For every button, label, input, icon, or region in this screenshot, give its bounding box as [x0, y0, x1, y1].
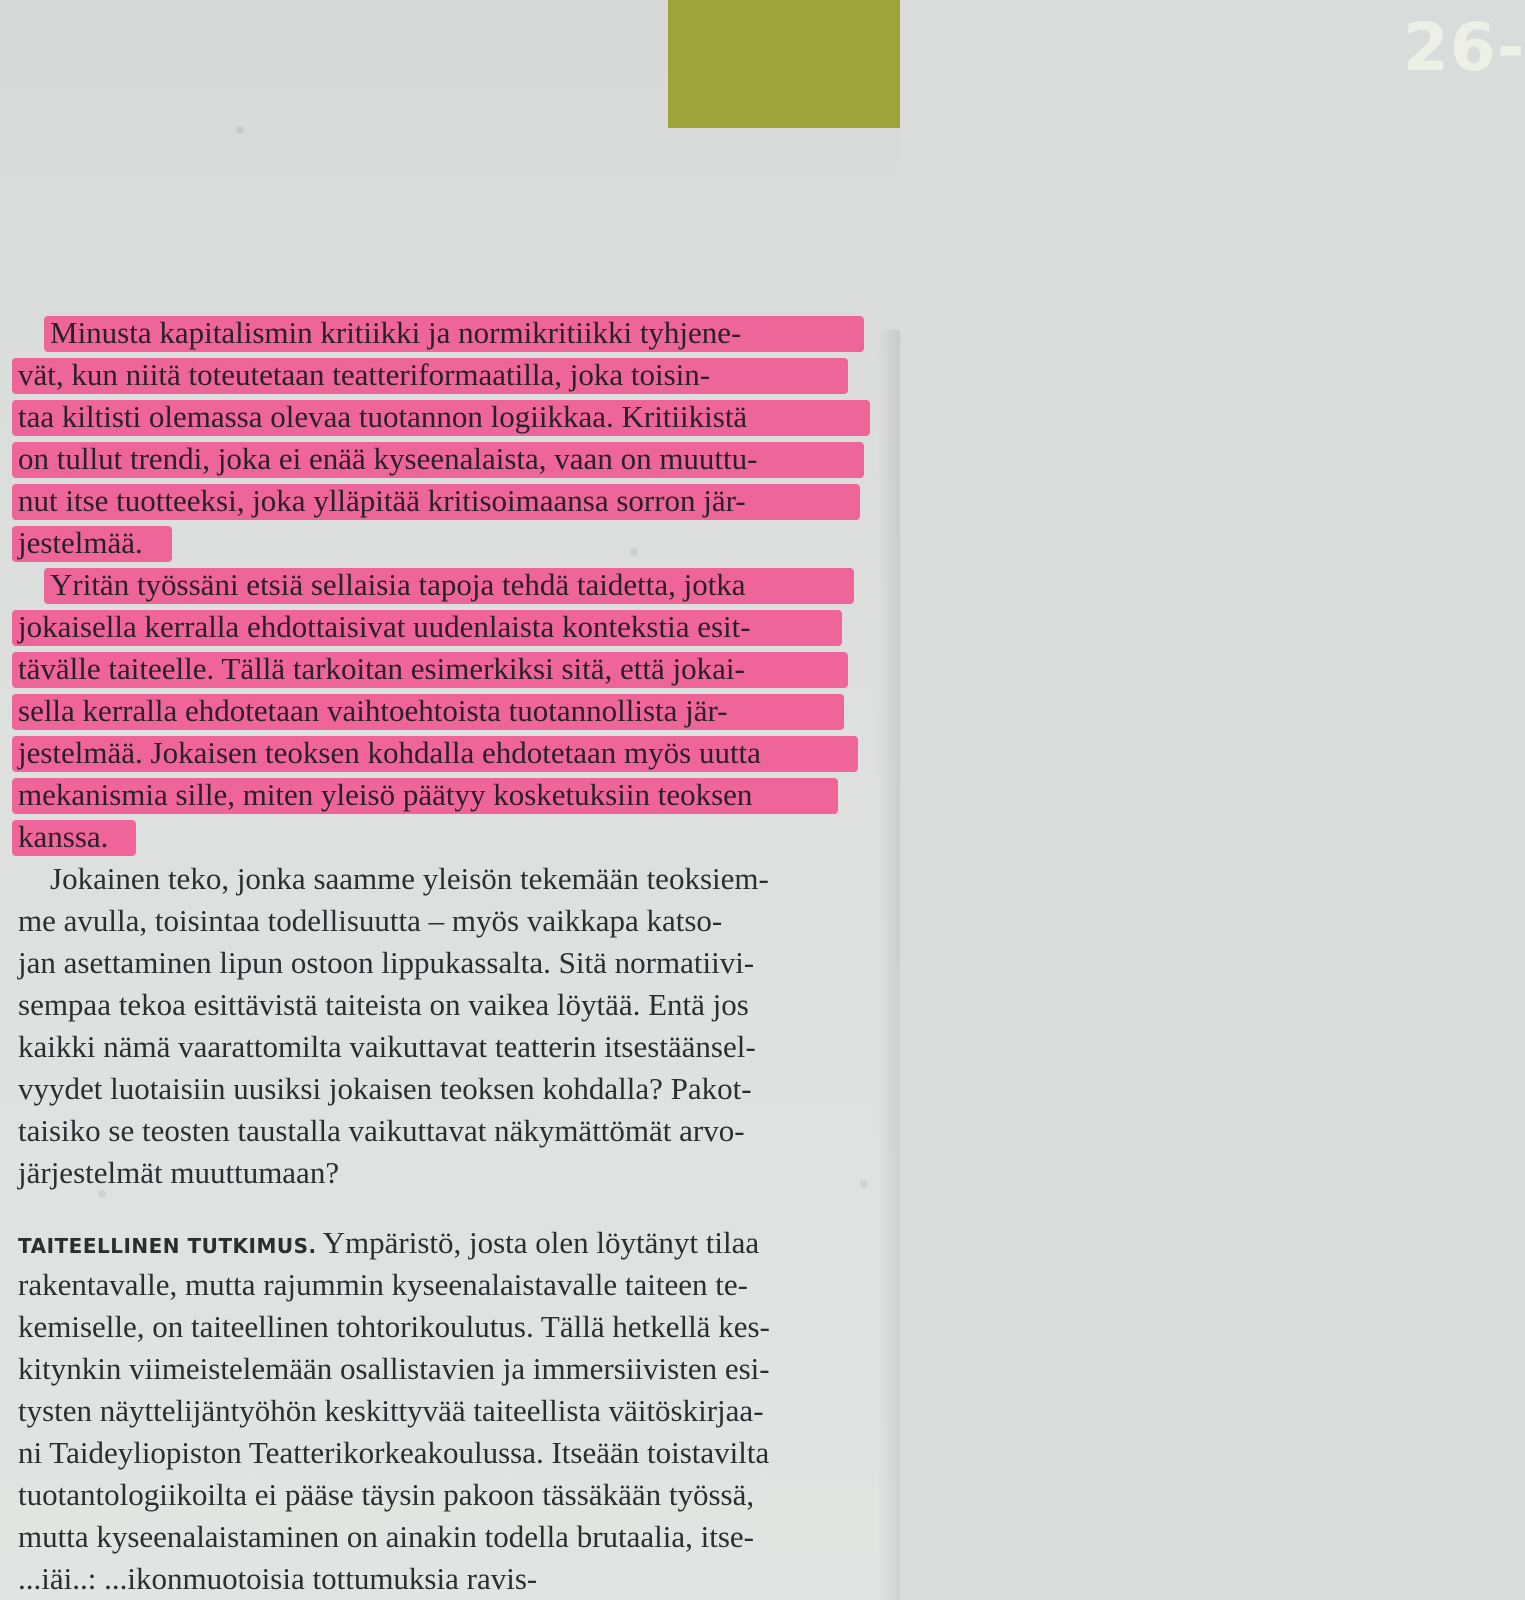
page-number-tab	[668, 0, 1525, 128]
line-text: Minusta kapitalismin kritiikki ja normikritiikki tyhjene-	[50, 315, 742, 350]
text-line	[18, 312, 868, 354]
line-text: tävälle taiteelle. Tällä tarkoitan esimerkiksi sitä, että jokai-	[18, 651, 745, 686]
text-line	[18, 438, 868, 480]
paragraph-1	[18, 312, 868, 564]
text-line	[18, 354, 868, 396]
text-line: kitynkin viimeistelemään osallistavien ja immersiivisten esi-	[18, 1351, 770, 1386]
text-line: sempaa tekoa esittävistä taiteista on vaikea löytää. Entä jos	[18, 987, 749, 1022]
text-line: järjestelmät muuttumaan?	[18, 1155, 340, 1190]
text-line	[18, 732, 868, 774]
text-line: me avulla, toisintaa todellisuutta – myös vaikkapa katso-	[18, 903, 723, 938]
line-text: nut itse tuotteeksi, joka ylläpitää kritisoimaansa sorron jär-	[18, 483, 746, 518]
text-line: ni Taideyliopiston Teatterikorkeakoulussa. Itseään toistavilta	[18, 1435, 770, 1470]
line-text: vät, kun niitä toteutetaan teatteriformaatilla, joka toisin-	[18, 357, 711, 392]
text-line: tysten näyttelijäntyöhön keskittyvää taiteellista väitöskirjaa-	[18, 1393, 764, 1428]
text-line: vyydet luotaisiin uusiksi jokaisen teoksen kohdalla? Pakot-	[18, 1071, 752, 1106]
text-line: jan asettaminen lipun ostoon lippukassalta. Sitä normatiivi-	[18, 945, 755, 980]
text-line: kemiselle, on taiteellinen tohtorikoulutus. Tällä hetkellä kes-	[18, 1309, 770, 1344]
text-line: kaikki nämä vaarattomilta vaikuttavat teatterin itsestäänsel-	[18, 1029, 756, 1064]
text-line	[18, 648, 868, 690]
section-taiteellinen-tutkimus	[18, 1222, 868, 1600]
text-line	[18, 774, 868, 816]
paragraph-2	[18, 564, 868, 858]
line-text: Ympäristö, josta olen löytänyt tilaa	[322, 1225, 760, 1260]
text-line	[18, 606, 868, 648]
text-line: mutta kyseenalaistaminen on ainakin todella brutaalia, itse-	[18, 1519, 755, 1554]
page-number: 26-	[1403, 9, 1525, 86]
text-line: tuotantologiikoilta ei pääse täysin pakoon tässäkään työssä,	[18, 1477, 755, 1512]
text-line	[18, 564, 868, 606]
text-line	[18, 396, 868, 438]
text-line	[18, 690, 868, 732]
text-line: ...iäi..: ...ikonmuotoisia tottumuksia ravis-	[18, 1561, 538, 1596]
text-line	[18, 480, 868, 522]
page-edge-shadow	[878, 330, 900, 1600]
section-heading: TAITEELLINEN TUTKIMUS.	[18, 1234, 317, 1258]
text-line: Jokainen teko, jonka saamme yleisön tekemään teoksiem-	[50, 861, 769, 896]
line-text: Yritän työssäni etsiä sellaisia tapoja tehdä taidetta, jotka	[50, 567, 746, 602]
line-text: jestelmää. Jokaisen teoksen kohdalla ehdotetaan myös uutta	[18, 735, 761, 770]
paper-speck	[236, 126, 244, 134]
line-text: taa kiltisti olemassa olevaa tuotannon logiikkaa. Kritiikistä	[18, 399, 748, 434]
paper-speck	[630, 548, 638, 556]
line-text: mekanismia sille, miten yleisö päätyy kosketuksiin teoksen	[18, 777, 753, 812]
text-line: rakentavalle, mutta rajummin kyseenalaistavalle taiteen te-	[18, 1267, 748, 1302]
text-line: taisiko se teosten taustalla vaikuttavat näkymättömät arvo-	[18, 1113, 745, 1148]
line-text: kanssa.	[18, 819, 109, 854]
line-text: jokaisella kerralla ehdottaisivat uudenlaista kontekstia esit-	[18, 609, 751, 644]
text-line	[18, 816, 868, 858]
text-line	[18, 1222, 868, 1264]
paper-speck	[860, 1180, 868, 1188]
text-line	[18, 522, 868, 564]
paper-speck	[98, 1190, 106, 1198]
line-text: jestelmää.	[18, 525, 143, 560]
line-text: on tullut trendi, joka ei enää kyseenalaista, vaan on muuttu-	[18, 441, 758, 476]
paragraph-3	[18, 858, 868, 1194]
line-text: sella kerralla ehdotetaan vaihtoehtoista tuotannollista jär-	[18, 693, 728, 728]
